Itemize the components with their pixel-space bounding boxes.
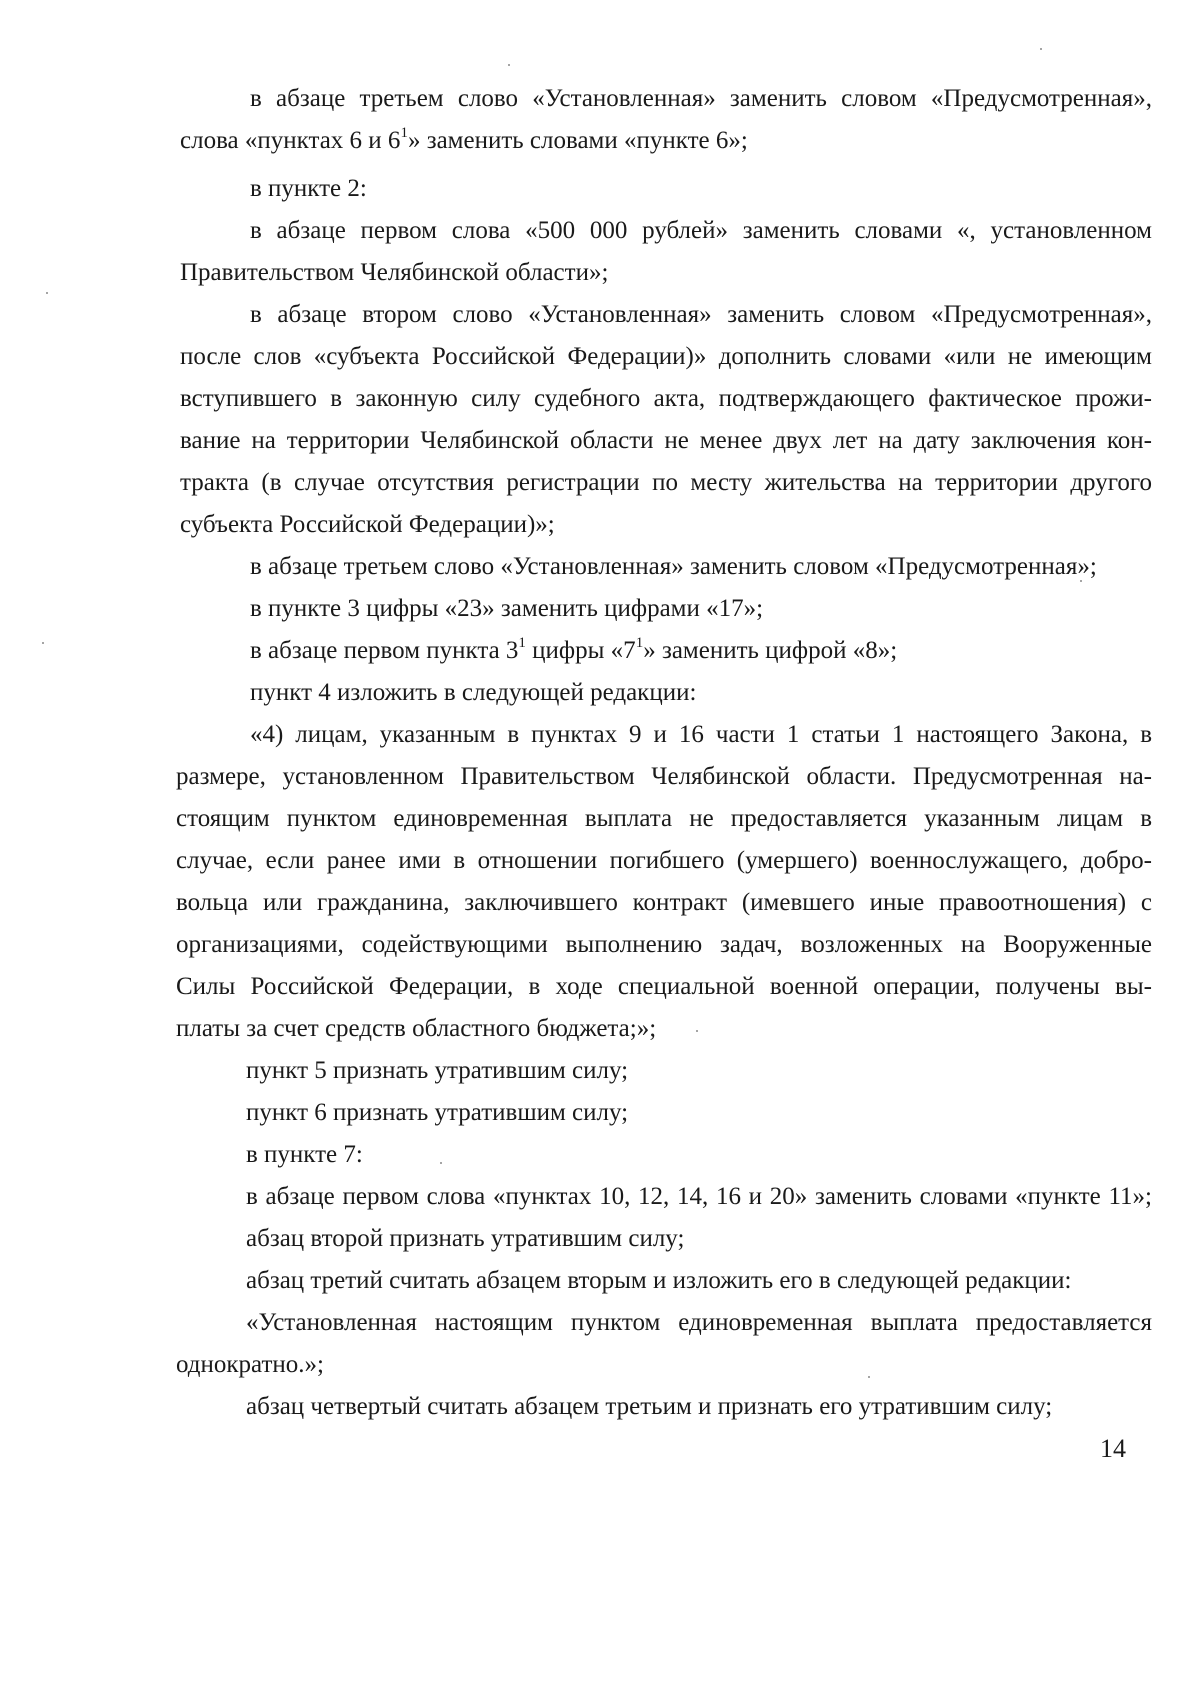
scan-speck [1080, 580, 1082, 582]
text-line: в пункте 7: [246, 1141, 363, 1168]
superscript: 1 [518, 634, 526, 651]
text-line: в пункте 3 цифры «23» заменить цифрами «17»; [250, 595, 764, 622]
superscript: 1 [400, 124, 408, 141]
scan-speck [508, 64, 510, 66]
scan-speck [42, 642, 44, 644]
text-line: размере, установленном Правительством Челябинской области. Предусмотренная на- [176, 763, 1152, 790]
text-line: абзац третий считать абзацем вторым и изложить его в следующей редакции: [246, 1267, 1072, 1294]
text-line: Силы Российской Федерации, в ходе специальной военной операции, получены вы- [176, 973, 1152, 1000]
text-line: субъекта Российской Федерации)»; [180, 511, 555, 538]
text-line: стоящим пунктом единовременная выплата не предоставляется указанным лицам в [176, 805, 1152, 832]
scan-speck [696, 1030, 698, 1032]
text-line: пункт 4 изложить в следующей редакции: [250, 679, 697, 706]
text-line: вольца или гражданина, заключившего контракт (имевшего иные правоотношения) с [176, 889, 1152, 916]
text-line: абзац четвертый считать абзацем третьим и признать его утратившим силу; [246, 1393, 1053, 1420]
superscript: 1 [635, 634, 644, 651]
text-line [250, 636, 897, 666]
scan-speck [868, 1376, 870, 1378]
text-line: «4) лицам, указанным в пунктах 9 и 16 части 1 статьи 1 настоящего Закона, в [250, 721, 1152, 748]
text-line: пункт 6 признать утратившим силу; [246, 1099, 629, 1126]
text-fragment: в абзаце первом пункта 3 [250, 637, 519, 664]
text-line: платы за счет средств областного бюджета;»; [176, 1015, 657, 1042]
text-line: в абзаце втором слово «Установленная» заменить словом «Предусмотренная», [250, 301, 1152, 328]
scan-speck [440, 1162, 442, 1164]
text-line [180, 126, 748, 156]
text-line: после слов «субъекта Российской Федерации)» дополнить словами «или не имеющим [180, 343, 1152, 370]
text-line: пункт 5 признать утратившим силу; [246, 1057, 629, 1084]
text-line: тракта (в случае отсутствия регистрации по месту жительства на территории другого [180, 469, 1152, 496]
text-line: вступившего в законную силу судебного акта, подтверждающего фактическое прожи- [180, 385, 1152, 412]
text-fragment: цифры «7 [525, 637, 636, 664]
text-fragment: » заменить словами «пункте 6»; [407, 127, 748, 154]
text-line: в пункте 2: [250, 175, 367, 202]
text-fragment: слова «пунктах 6 и 6 [180, 127, 401, 154]
text-line: организациями, содействующими выполнению задач, возложенных на Вооруженные [176, 931, 1152, 958]
text-line: в абзаце третьем слово «Установленная» заменить словом «Предусмотренная»; [250, 553, 1097, 580]
page-number: 14 [1100, 1434, 1126, 1463]
text-line: случае, если ранее ими в отношении погибшего (умершего) военнослужащего, добро- [176, 847, 1152, 874]
text-line: вание на территории Челябинской области не менее двух лет на дату заключения кон- [180, 427, 1152, 454]
text-line: «Установленная настоящим пунктом единовременная выплата предоставляется [246, 1309, 1152, 1336]
text-line: Правительством Челябинской области»; [180, 259, 609, 286]
scan-speck [46, 292, 48, 294]
text-line: абзац второй признать утратившим силу; [246, 1225, 685, 1252]
text-line: в абзаце первом слова «500 000 рублей» заменить словами «, установленном [250, 217, 1152, 244]
text-line: однократно.»; [176, 1351, 324, 1378]
text-line: в абзаце первом слова «пунктах 10, 12, 14, 16 и 20» заменить словами «пункте 11»; [246, 1183, 1152, 1210]
text-line: в абзаце третьем слово «Установленная» заменить словом «Предусмотренная», [250, 85, 1152, 112]
text-fragment: » заменить цифрой «8»; [643, 637, 898, 664]
scan-speck [1040, 48, 1042, 50]
